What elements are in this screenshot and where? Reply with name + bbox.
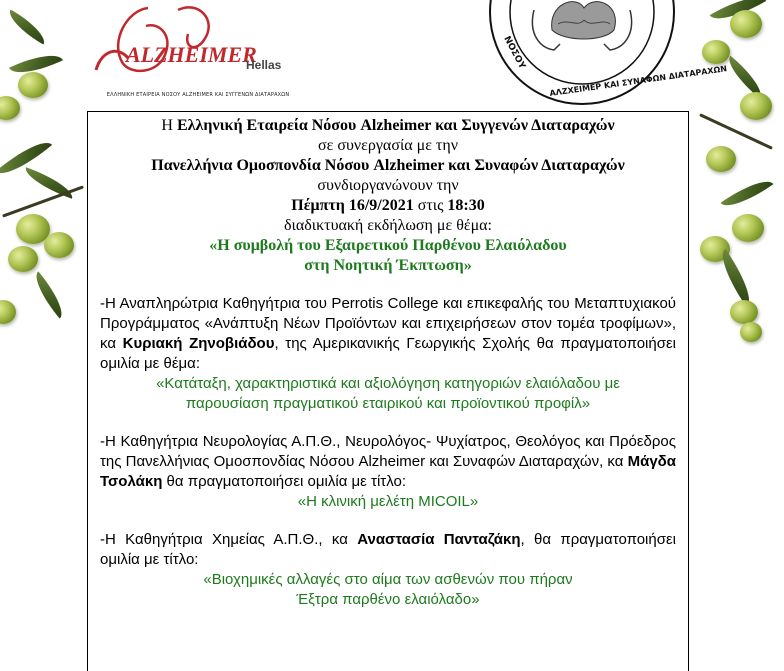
event-date: Πέμπτη 16/9/2021 xyxy=(291,197,414,214)
event-theme-line-2: στη Νοητική Έκπτωση» xyxy=(304,257,472,274)
speaker-block-1: -Η Αναπληρώτρια Καθηγήτρια του Perrotis College και επικεφαλής του Μεταπτυχιακού Προγράμματος «Ανάπτυξη Νέων Προϊόντων και επιχειρήσεων στον τομέα τροφίμων», κα Κυριακή Ζηνοβιάδου, της Αμερικανικής Γεωργικής Σχολής θα πραγματοποιήσει ομιλία με θέμα: «Κατάταξη, χαρακτηριστικά και αξιολόγηση κατηγοριών ελαιόλαδου με παρουσίαση πραγματικού εταιρικού και προϊοντικού προφίλ» xyxy=(100,295,676,412)
event-time: 18:30 xyxy=(447,197,485,214)
talk-title-line-2: παρουσίαση πραγματικού εταιρικού και προϊοντικού προφίλ» xyxy=(185,395,591,412)
logo-tagline: ΕΛΛΗΝΙΚΗ ΕΤΑΙΡΕΙΑ ΝΟΣΟΥ ALZHEIMER ΚΑΙ ΣΥΓΓΕΝΩΝ ΔΙΑΤΑΡΑΧΩΝ xyxy=(106,92,290,98)
alzheimer-hellas-logo xyxy=(88,0,308,112)
speaker-block-3: -Η Καθηγήτρια Χημείας Α.Π.Θ., κα Αναστασία Πανταζάκη, θα πραγματοποιήσει ομιλία με τίτλο: «Βιοχημικές αλλαγές στο αίμα των ασθενών που πήραν Έξτρα παρθένο ελαιόλαδο» xyxy=(100,531,676,608)
talk-title-line-1: «Κατάταξη, χαρακτηριστικά και αξιολόγηση κατηγοριών ελαιόλαδου με xyxy=(156,375,620,392)
olive-decoration-right xyxy=(690,0,784,651)
logo-subtitle: Hellas xyxy=(246,58,282,72)
logo-wordmark: ALZHEIMER xyxy=(126,42,257,67)
event-theme-line-1: «Η συμβολή του Εξαιρετικού Παρθένου Ελαιόλαδου xyxy=(209,237,567,254)
federation-name: Πανελλήνια Ομοσπονδία Νόσου Alzheimer και Συναφών Διαταραχών xyxy=(151,157,625,174)
talk-title-line-1: «Βιοχημικές αλλαγές στο αίμα των ασθενών που πήραν xyxy=(203,571,573,588)
event-datetime: Πέμπτη 16/9/2021 στις 18:30 xyxy=(291,197,485,214)
brain-hands-logo-icon xyxy=(484,0,728,110)
intro-line-2: σε συνεργασία με την xyxy=(318,137,458,154)
intro-line-4: συνδιοργανώνουν την xyxy=(317,177,459,194)
federation-logo xyxy=(484,0,728,110)
speaker-block-2: -Η Καθηγήτρια Νευρολογίας Α.Π.Θ., Νευρολόγος- Ψυχίατρος, Θεολόγος και Πρόεδρος της Πανελλήνιας Ομοσπονδίας Νόσου Alzheimer και Συναφών Διαταραχών, κα Μάγδα Τσολάκη θα πραγματοποιήσει ομιλία με τίτλο: «Η κλινική μελέτη MICOIL» xyxy=(100,433,676,510)
intro-line-6: διαδικτυακή εκδήλωση με θέμα: xyxy=(284,217,492,234)
speaker-name: Αναστασία Πανταζάκη xyxy=(357,531,521,548)
invitation-document xyxy=(87,111,689,671)
society-name: Ελληνική Εταιρεία Νόσου Alzheimer και Συγγενών Διαταραχών xyxy=(176,117,615,134)
talk-title-line-2: Έξτρα παρθένο ελαιόλαδο» xyxy=(296,591,480,608)
speaker-name: Μάγδα Τσολάκη xyxy=(100,453,676,490)
speaker-name: Κυριακή Ζηνοβιάδου xyxy=(122,335,275,352)
alzheimer-logo-icon xyxy=(88,0,308,92)
talk-title-line-1: «Η κλινική μελέτη MICOIL» xyxy=(297,493,479,510)
olive-decoration-left xyxy=(0,0,90,651)
ring-text-right: ΑΛΖΧΕΙΜΕΡ ΚΑΙ ΣΥΝΑΦΩΝ ΔΙΑΤΑΡΑΧΩΝ xyxy=(549,64,728,98)
ring-text-left: ΝΟΣΟΥ xyxy=(501,34,527,71)
intro-line-1: Η Ελληνική Εταιρεία Νόσου Alzheimer και Συγγενών Διαταραχών xyxy=(161,117,615,134)
